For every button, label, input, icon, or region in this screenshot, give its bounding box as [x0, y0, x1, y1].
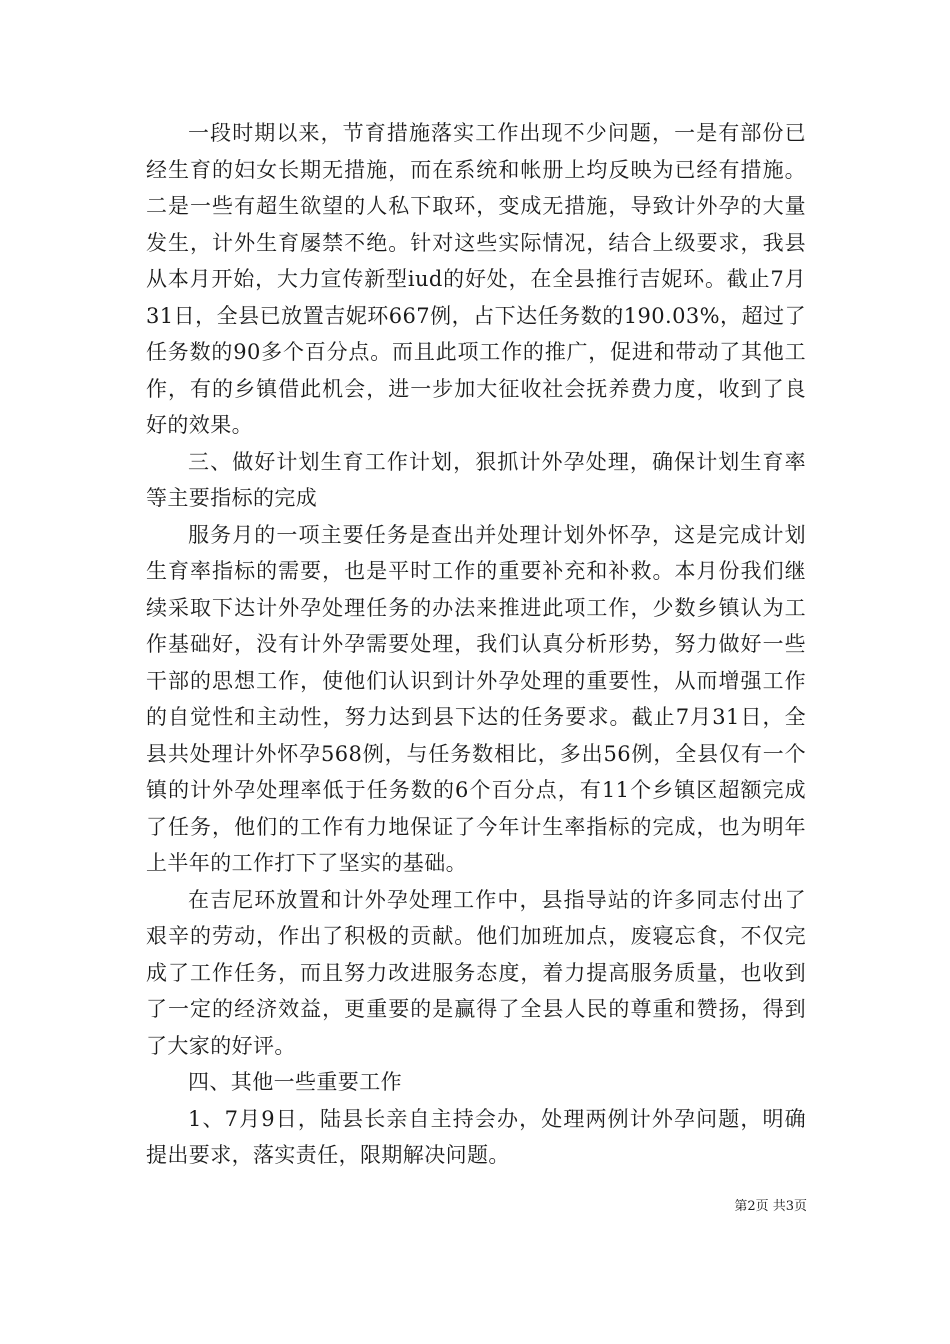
document-body — [146, 115, 806, 1174]
section-heading-4: 四、其他一些重要工作 — [188, 1070, 402, 1094]
paragraph-measures: 一段时期以来，节育措施落实工作出现不少问题，一是有部份已经生育的妇女长期无措施，而在系统和帐册上均反映为已经有措施。二是一些有超生欲望的人私下取环，变成无措施，导致计外孕的大量发生，计外生育屡禁不绝。针对这些实际情况，结合上级要求，我县从本月开始，大力宣传新型iud的好处，在全县推行吉妮环。截止7月31日，全县已放置吉妮环667例，占下达任务数的190.03%，超过了任务数的90多个百分点。而且此项工作的推广，促进和带动了其他工作，有的乡镇借此机会，进一步加大征收社会抚养费力度，收到了良好的效果。 — [146, 121, 806, 437]
section-heading-3: 三、做好计划生育工作计划，狠抓计外孕处理，确保计划生育率等主要指标的完成 — [146, 449, 806, 510]
page-number: 第2页 共3页 — [734, 1199, 807, 1214]
paragraph-guidance-station: 在吉尼环放置和计外孕处理工作中，县指导站的许多同志付出了艰辛的劳动，作出了积极的贡献。他们加班加点，废寝忘食，不仅完成了工作任务，而且努力改进服务态度，着力提高服务质量，也收到了一定的经济效益，更重要的是赢得了全县人民的尊重和赞扬，得到了大家的好评。 — [146, 887, 806, 1058]
paragraph-service-month: 服务月的一项主要任务是查出并处理计划外怀孕，这是完成计划生育率指标的需要，也是平时工作的重要补充和补救。本月份我们继续采取下达计外孕处理任务的办法来推进此项工作，少数乡镇认为工作基础好，没有计外孕需要处理，我们认真分析形势，努力做好一些干部的思想工作，使他们认识到计外孕处理的重要性，从而增强工作的自觉性和主动性，努力达到县下达的任务要求。截止7月31日，全县共处理计外怀孕568例，与任务数相比，多出56例，全县仅有一个镇的计外孕处理率低于任务数的6个百分点，有11个乡镇区超额完成了任务，他们的工作有力地保证了今年计生率指标的完成，也为明年上半年的工作打下了坚实的基础。 — [146, 522, 806, 875]
paragraph-item-1: 1、7月9日，陆县长亲自主持会办，处理两例计外孕问题，明确提出要求，落实责任，限期解决问题。 — [146, 1106, 806, 1167]
